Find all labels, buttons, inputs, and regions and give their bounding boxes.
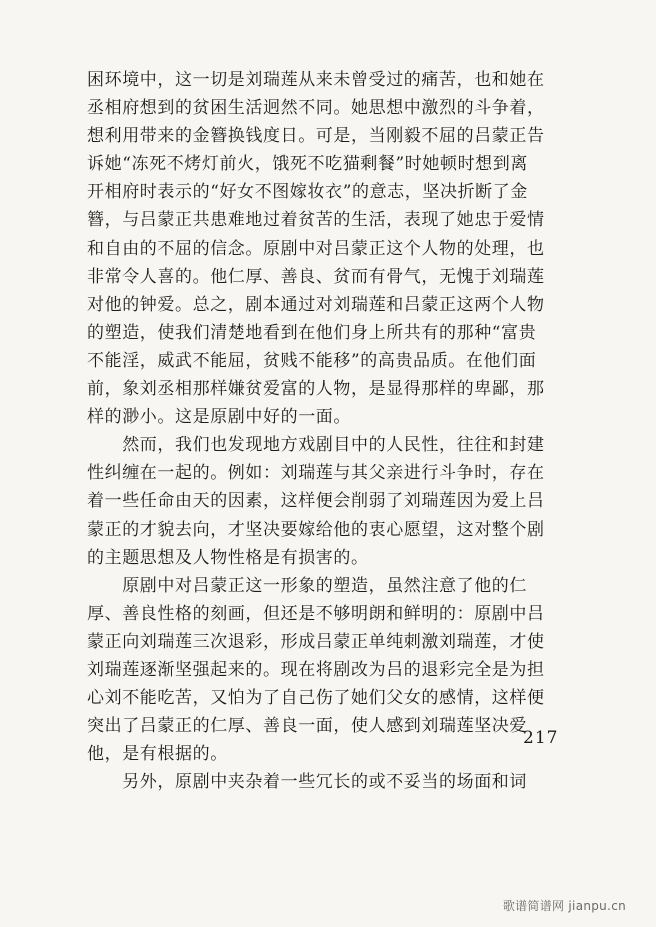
text-line: 前，象刘丞相那样嫌贫爱富的人物，是显得那样的卑鄙，那	[87, 379, 545, 400]
text-line: 另外，原剧中夹杂着一些冗长的或不妥当的场面和词	[87, 772, 527, 793]
site-watermark: 歌谱简谱网 jianpu.cn	[502, 899, 626, 913]
text-line: 想利用带来的金簪换钱度日。可是，当刚毅不屈的吕蒙正告	[87, 126, 545, 147]
text-line: 和自由的不屈的信念。原剧中对吕蒙正这个人物的处理，也	[87, 238, 545, 259]
page-number: 217	[523, 728, 559, 748]
text-line: 心刘不能吃苦，又怕为了自己伤了她们父女的感情，这样便	[87, 688, 545, 709]
text-line: 原剧中对吕蒙正这一形象的塑造，虽然注意了他的仁	[87, 575, 527, 596]
body-text	[87, 66, 605, 796]
text-line: 开相府时表示的“好女不图嫁妆衣”的意志，坚决折断了金	[87, 182, 528, 203]
text-line: 他，是有根据的。	[87, 744, 228, 765]
text-line: 非常令人喜的。他仁厚、善良、贫而有骨气，无愧于刘瑞莲	[87, 266, 545, 287]
text-line: 蒙正的才貌去向，才坚决要嫁给他的衷心愿望，这对整个剧	[87, 519, 545, 540]
text-line: 对他的钟爱。总之，剧本通过对刘瑞莲和吕蒙正这两个人物	[87, 294, 545, 315]
text-line: 刘瑞莲逐渐坚强起来的。现在将剧改为吕的退彩完全是为担	[87, 659, 545, 680]
text-line: 然而，我们也发现地方戏剧目中的人民性，往往和封建	[87, 435, 545, 456]
text-line: 困环境中，这一切是刘瑞莲从来未曾受过的痛苦，也和她在	[87, 70, 545, 90]
text-line: 突出了吕蒙正的仁厚、善良一面，使人感到刘瑞莲坚决爱	[87, 716, 527, 737]
text-line: 蒙正向刘瑞莲三次退彩，形成吕蒙正单纯刺激刘瑞莲，才使	[87, 631, 545, 652]
text-line: 的主题思想及人物性格是有损害的。	[87, 547, 369, 568]
text-line: 簪，与吕蒙正共患难地过着贫苦的生活，表现了她忠于爱情	[87, 210, 545, 231]
text-line: 不能淫，威武不能屈，贫贱不能移”的高贵品质。在他们面	[87, 350, 537, 371]
text-line: 性纠缠在一起的。例如：刘瑞莲与其父亲进行斗争时，存在	[87, 463, 545, 484]
text-line: 丞相府想到的贫困生活迥然不同。她思想中激烈的斗争着，	[87, 98, 545, 119]
text-line: 厚、善良性格的刻画，但还是不够明朗和鲜明的：原剧中吕	[87, 603, 545, 624]
text-line: 的塑造，使我们清楚地看到在他们身上所共有的那种“富贵	[87, 322, 537, 343]
text-line: 样的渺小。这是原剧中好的一面。	[87, 407, 351, 428]
text-line: 着一些任命由天的因素，这样便会削弱了刘瑞莲因为爱上吕	[87, 491, 545, 512]
text-line: 诉她“冻死不烤灯前火，饿死不吃猫剩餐”时她顿时想到离	[87, 154, 528, 175]
